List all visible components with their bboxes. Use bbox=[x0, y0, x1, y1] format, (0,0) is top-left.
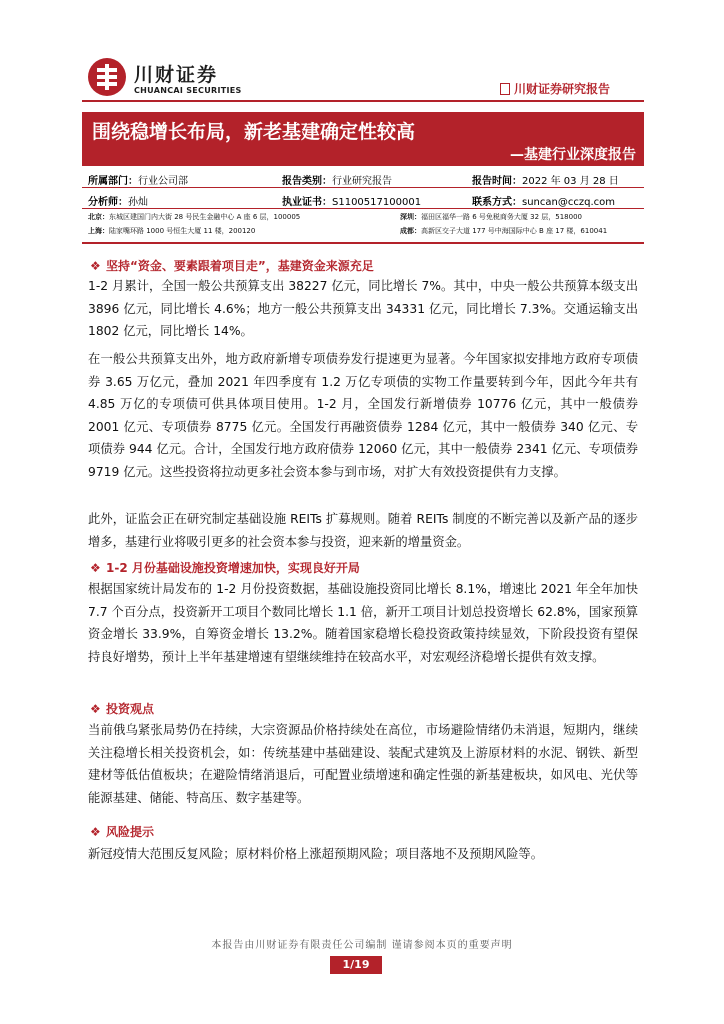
bullet-icon: ❖ bbox=[90, 561, 101, 575]
contact-info[interactable]: 联系方式：suncan@cczq.com bbox=[472, 197, 615, 208]
time-info: 报告时间：2022 年 03 月 28 日 bbox=[472, 176, 619, 187]
footer-disclaimer: 本报告由川财证券有限责任公司编制 谨请参阅本页的重要声明 bbox=[211, 940, 513, 951]
header-divider bbox=[82, 100, 644, 102]
paragraph: 1-2 月累计，全国一般公共预算支出 38227 亿元，同比增长 7%。其中，中央一般公共预算本级支出 3896 亿元，同比增长 4.6%；地方一般公共预算支出 34331 亿元，同比增长 7.3%。交通运输支出 1802 亿元，同比增长 14%。 bbox=[88, 279, 638, 338]
brand-name: 川财证券 bbox=[134, 64, 219, 86]
bullet-icon: ❖ bbox=[90, 702, 101, 716]
paragraph: 在一般公共预算支出外，地方政府新增专项债券发行提速更为显著。今年国家拟安排地方政府专项债券 3.65 万亿元，叠加 2021 年四季度有 1.2 万亿专项债的实物工作量要转到今年，因此今年共有 4.85 万亿的专项债可供具体项目使用。1-2 月，全国发行新增债券 10776 亿元，其中一般债券 2001 亿元、专项债券 8775 亿元。全国发行再融资债券 1284 亿元，其中一般债券 340 亿元、专项债券 944 亿元。合计，全国发行地方政府债券 12060 亿元，其中一般债券 2341 亿元、专项债券 9719 亿元。这些投资将拉动更多社会资本参与到市场，对扩大有效投资提供有力支撑。 bbox=[88, 352, 638, 479]
section-heading: ❖ 投资观点 bbox=[90, 702, 155, 716]
cert-info: 执业证书：S1100517100001 bbox=[282, 197, 422, 208]
report-tag bbox=[500, 80, 640, 100]
paragraph: 当前俄乌紧张局势仍在持续，大宗资源品价格持续处在高位，市场避险情绪仍未消退，短期内，继续关注稳增长相关投资机会，如：传统基建中基础建设、装配式建筑及上游原材料的水泥、钢铁、新型建材等低估值板块；在避险情绪消退后，可配置业绩增速和确定性强的新基建板块，如风电、光伏等能源基建、储能、特高压、数字基建等。 bbox=[88, 723, 638, 805]
section-heading: ❖ 风险提示 bbox=[90, 825, 155, 839]
dept-info: 所属部门：行业公司部 bbox=[88, 176, 188, 187]
page-number: 1/19 bbox=[330, 956, 382, 974]
paragraph: 此外，证监会正在研究制定基础设施 REITs 扩募规则。随着 REITs 制度的不断完善以及新产品的逐步增多，基建行业将吸引更多的社会资本参与投资，迎来新的增量资金。 bbox=[88, 512, 638, 549]
paragraph: 根据国家统计局发布的 1-2 月份投资数据，基础设施投资同比增长 8.1%，增速比 2021 年全年加快 7.7 个百分点，投资新开工项目个数同比增长 1.1 倍，新开工项目计划总投资增长 62.8%，国家预算资金增长 33.9%，自筹资金增长 13.2%。随着国家稳增长稳投资政策持续显效，下阶段投资有望保持良好增势，预计上半年基建增速有望继续维持在较高水平，对宏观经济稳增长提供有效支撑。 bbox=[88, 582, 638, 664]
report-subtitle: —基建行业深度报告 bbox=[510, 147, 636, 163]
address-shanghai: 上海：陆家嘴环路 1000 号恒生大厦 11 楼，200120 bbox=[88, 227, 256, 235]
info-divider bbox=[82, 187, 644, 188]
section-heading: ❖ 1-2 月份基础设施投资增速加快，实现良好开局 bbox=[90, 561, 360, 575]
type-info: 报告类别：行业研究报告 bbox=[282, 176, 392, 187]
report-title: 围绕稳增长布局，新老基建确定性较高 bbox=[92, 121, 416, 143]
brand-logo-icon bbox=[88, 58, 126, 96]
analyst-info: 分析师：孙灿 bbox=[88, 197, 148, 208]
info-bottom-divider bbox=[82, 242, 644, 244]
bullet-icon: ❖ bbox=[90, 259, 101, 273]
section-heading: ❖ 坚持“资金、要素跟着项目走”，基建资金来源充足 bbox=[90, 259, 374, 273]
document-icon bbox=[500, 83, 510, 95]
paragraph: 新冠疫情大范围反复风险；原材料价格上涨超预期风险；项目落地不及预期风险等。 bbox=[88, 847, 543, 861]
address-chengdu: 成都：高新区交子大道 177 号中海国际中心 B 座 17 楼，610041 bbox=[400, 227, 608, 235]
info-divider bbox=[82, 208, 644, 209]
address-shenzhen: 深圳：福田区福华一路 6 号免税商务大厦 32 层，518000 bbox=[400, 213, 582, 221]
report-tag-label: 川财证券研究报告 bbox=[514, 82, 611, 96]
address-beijing: 北京：东城区建国门内大街 28 号民生金融中心 A 座 6 层，100005 bbox=[88, 213, 301, 221]
brand-name-en: CHUANCAI SECURITIES bbox=[134, 86, 242, 95]
bullet-icon: ❖ bbox=[90, 825, 101, 839]
